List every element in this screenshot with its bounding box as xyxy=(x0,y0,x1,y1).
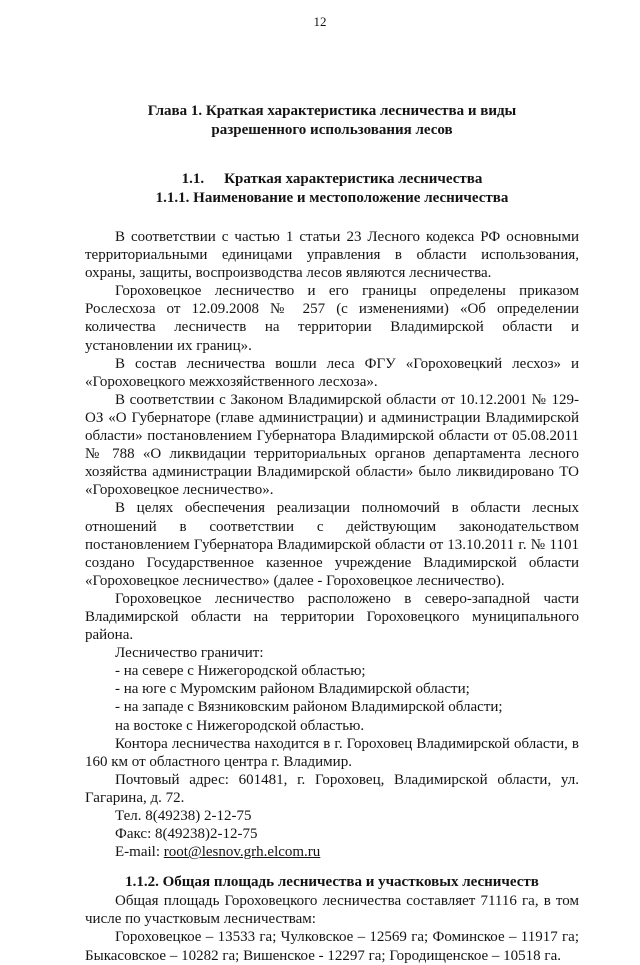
border-east: на востоке с Нижегородской областью. xyxy=(115,717,365,734)
paragraph-establishment: В целях обеспечения реализации полномочий в области лесных отношений в соответствии с действующим законодательством постановлением Губернатора Владимирской области от 13.10.2011 г. № 1101 создано Государственное казенное учреждение Владимирской области «Гороховецкое лесничество» (далее - Гороховецкое лесничество). xyxy=(85,500,579,589)
paragraph-boundaries-order: Гороховецкое лесничество и его границы определены приказом Рослесхоза от 12.09.2008 № 257 (с изменениями) «Об определении количества лесничеств на территории Владимирской области и установлении их границ». xyxy=(85,283,579,354)
subsection-title: 1.1.1. Наименование и местоположение лесничества xyxy=(155,190,509,206)
chapter-title-line2: разрешенного использования лесов xyxy=(211,122,453,138)
fax-line: Факс: 8(49238)2-12-75 xyxy=(115,826,258,843)
phone-line: Тел. 8(49238) 2-12-75 xyxy=(115,808,252,824)
border-west: - на западе с Вязниковским районом Владимирской области; xyxy=(115,699,503,716)
borders-intro: Лесничество граничит: xyxy=(115,645,264,662)
section-number: 1.1. xyxy=(181,171,205,187)
border-south: - на юге с Муромским районом Владимирской области; xyxy=(115,681,470,698)
email-label: E-mail: xyxy=(115,844,164,861)
document-content xyxy=(85,102,579,965)
section-title xyxy=(85,170,579,189)
paragraph-total-area: Общая площадь Гороховецкого лесничества составляет 71116 га, в том числе по участковым лесничествам: xyxy=(85,893,579,928)
email-link[interactable]: root@lesnov.grh.elcom.ru xyxy=(163,844,321,861)
body-text xyxy=(85,228,579,861)
paragraph-composition: В состав лесничества вошли леса ФГУ «Гороховецкий лесхоз» и «Гороховецкого межхозяйственного лесхоза». xyxy=(85,355,579,390)
chapter-title-line1: Глава 1. Краткая характеристика лесничества и виды xyxy=(147,103,517,119)
paragraph-district-areas: Гороховецкое – 13533 га; Чулковское – 12569 га; Фоминское – 11917 га; Быкасовское – 10282 га; Вишенское - 12297 га; Городищенское – 10518 га. xyxy=(85,929,579,964)
email-line xyxy=(85,843,579,861)
paragraph-postal-address: Почтовый адрес: 601481, г. Гороховец, Владимирской области, ул. Гагарина, д. 72. xyxy=(85,771,579,806)
paragraph-office: Контора лесничества находится в г. Гороховец Владимирской области, в 160 км от областного центра г. Владимир. xyxy=(85,735,579,770)
border-north: - на севере с Нижегородской областью; xyxy=(115,663,366,680)
paragraph-liquidation: В соответствии с Законом Владимирской области от 10.12.2001 № 129-ОЗ «О Губернаторе (главе администрации) и администрации Владимирской области» постановлением Губернатора Владимирской области от 05.08.2011 № 788 «О ликвидации территориальных органов департамента лесного хозяйства администрации Владимирской области» было ликвидировано ТО «Гороховецкое лесничество». xyxy=(85,391,579,499)
paragraph-location: Гороховецкое лесничество расположено в северо-западной части Владимирской области на территории Гороховецкого муниципального района. xyxy=(85,590,579,644)
section-title-text: Краткая характеристика лесничества xyxy=(224,171,483,187)
subsection2-title: 1.1.2. Общая площадь лесничества и участковых лесничеств xyxy=(125,874,539,891)
chapter-title xyxy=(85,102,579,140)
paragraph-legal-basis: В соответствии с частью 1 статьи 23 Лесного кодекса РФ основными территориальными единицами управления в области использования, охраны, защиты, воспроизводства лесов являются лесничества. xyxy=(85,229,579,282)
page-number: 12 xyxy=(313,14,327,29)
